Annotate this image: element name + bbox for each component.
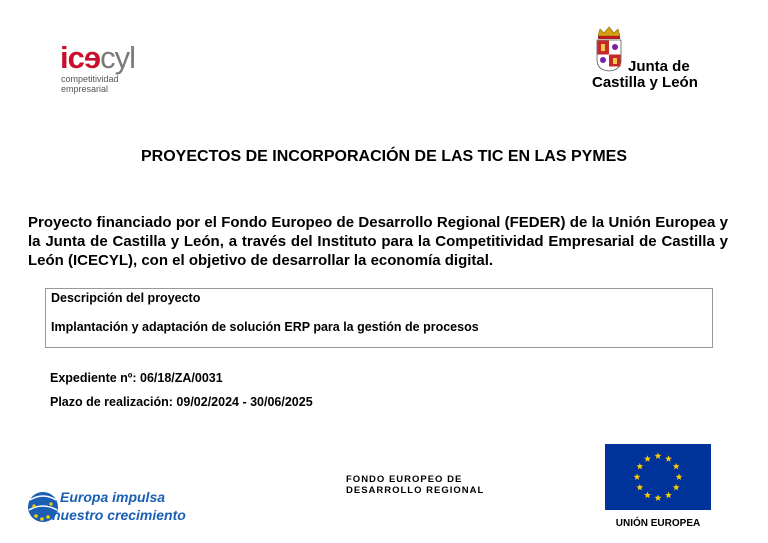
feder-label: FONDO EUROPEO DE DESARROLLO REGIONAL [346,474,485,496]
junta-name-line-1: Junta de [628,58,690,75]
icecyl-tagline-1: competitividad [61,74,119,84]
intro-paragraph: Proyecto financiado por el Fondo Europeo de Desarrollo Regional (FEDER) de la Unión Europea y la Junta de Castilla y León, a través del Instituto para la Competitividad Empresarial de Castilla y León (ICECYL), con el objetivo de desarrollar la economía digital. [28,214,728,269]
icecyl-wordmark: icɘcyl [60,40,135,75]
europa-impulsa-line-2: nuestro crecimiento [52,507,186,523]
europa-impulsa-logo [26,486,206,530]
junta-name-line-2: Castilla y León [592,74,698,91]
description-box [45,288,713,348]
coat-of-arms-icon [594,26,624,72]
eu-flag-icon [605,444,711,510]
plazo-realizacion: Plazo de realización: 09/02/2024 - 30/06/2025 [50,395,313,409]
eu-label: UNIÓN EUROPEA [615,518,701,529]
description-title: Descripción del proyecto [51,291,201,305]
page-title: PROYECTOS DE INCORPORACIÓN DE LAS TIC EN LAS PYMES [141,148,627,165]
junta-logo [592,26,702,92]
europa-impulsa-line-1: Europa impulsa [60,489,166,505]
icecyl-logo [60,40,170,96]
icecyl-tagline-2: empresarial [61,84,109,94]
expediente-number: Expediente nº: 06/18/ZA/0031 [50,371,223,385]
description-text: Implantación y adaptación de solución ERP para la gestión de procesos [51,320,479,334]
